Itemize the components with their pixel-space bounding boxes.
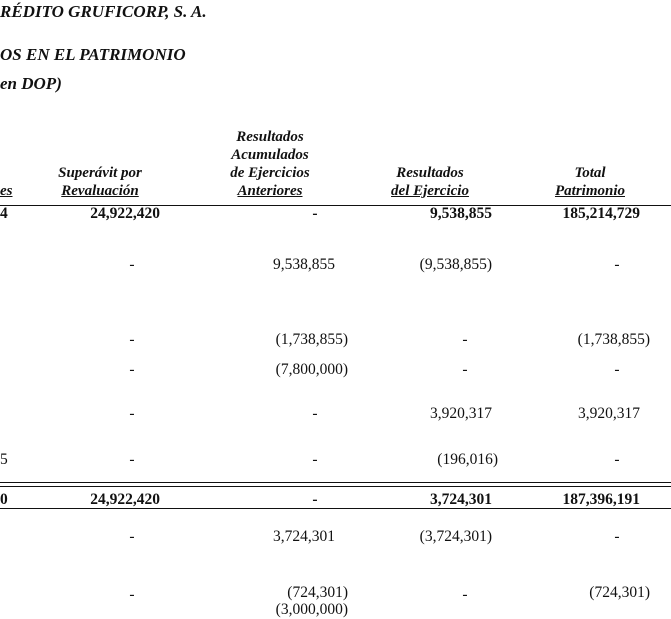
total-rule-top <box>0 482 671 483</box>
cell-acumulados: - <box>312 491 318 508</box>
cell-total: 3,920,317 <box>578 405 640 422</box>
cell-left-fragment: 0 <box>0 491 8 508</box>
cell-ejercicio: (9,538,855) <box>419 256 492 273</box>
cell-acumulados: - <box>312 405 318 422</box>
cell-total: 185,214,729 <box>562 205 640 222</box>
header-total: Total Patrimonio <box>554 165 625 199</box>
cell-total: 187,396,191 <box>562 491 640 508</box>
cell-superavit: - <box>129 528 135 545</box>
cell-ejercicio: (196,016) <box>437 451 498 468</box>
statement-title: OS EN EL PATRIMONIO <box>0 45 186 64</box>
cell-ejercicio: 9,538,855 <box>430 205 492 222</box>
cell-acumulados: 9,538,855 <box>273 256 335 273</box>
cell-total: - <box>614 256 620 273</box>
cell-ejercicio: 3,724,301 <box>430 491 492 508</box>
cell-ejercicio: 3,920,317 <box>430 405 492 422</box>
cell-superavit: - <box>129 361 135 378</box>
cell-superavit: - <box>129 331 135 348</box>
cell-superavit: - <box>129 405 135 422</box>
cell-total: (724,301) <box>589 584 650 601</box>
cell-total: - <box>614 361 620 378</box>
cell-acumulados: (1,738,855) <box>275 331 348 348</box>
cell-total: - <box>614 451 620 468</box>
cell-superavit: - <box>129 256 135 273</box>
cell-acumulados: - <box>312 205 318 222</box>
cell-total: (1,738,855) <box>577 331 650 348</box>
currency-note: en DOP) <box>0 74 62 93</box>
cell-left-fragment: 4 <box>0 205 8 222</box>
header-acumulados: Resultados Acumulados de Ejercicios Anteriores <box>230 129 310 199</box>
header-left-fragment: es <box>0 183 13 199</box>
cell-acumulados: (7,800,000) <box>275 361 348 378</box>
company-title: RÉDITO GRUFICORP, S. A. <box>0 2 207 21</box>
cell-acumulados: (724,301) <box>287 584 348 601</box>
cell-ejercicio: (3,724,301) <box>419 528 492 545</box>
cell-ejercicio: - <box>462 361 468 378</box>
cell-superavit: - <box>129 451 135 468</box>
cell-left-fragment: 5 <box>0 451 8 468</box>
cell-ejercicio: - <box>462 586 468 603</box>
cell-acumulados: (3,000,000) <box>275 601 348 618</box>
header-superavit: Superávit por Revaluación <box>58 165 142 199</box>
cell-superavit: 24,922,420 <box>90 491 160 508</box>
cell-superavit: 24,922,420 <box>90 205 160 222</box>
total-rule-bottom <box>0 486 671 487</box>
cell-ejercicio: - <box>462 331 468 348</box>
cell-superavit: - <box>129 586 135 603</box>
cell-total: - <box>614 528 620 545</box>
cell-acumulados: 3,724,301 <box>273 528 335 545</box>
header-ejercicio: Resultados del Ejercicio <box>391 165 469 199</box>
cell-acumulados: - <box>312 451 318 468</box>
